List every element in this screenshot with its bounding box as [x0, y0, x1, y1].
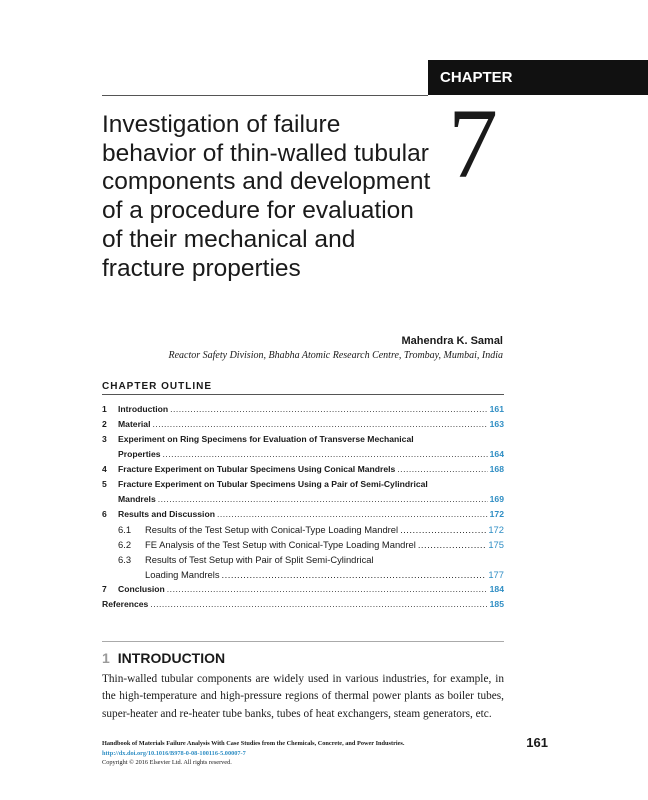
section-body-text: Thin-walled tubular components are widely used in various industries, for example, in the high-temperature and high-pressure regions of thermal power plants as boiler tubes, super-heater and re-heater tube banks, tubes of heat exchangers, steam generators, etc. [102, 673, 504, 720]
toc-entry-material[interactable] [102, 417, 504, 432]
toc-entry-number: 4 [102, 464, 107, 474]
footer-doi-link[interactable]: http://dx.doi.org/10.1016/B978-0-08-100116-5.00007-7 [102, 750, 246, 757]
toc-entry-page[interactable]: 168 [489, 464, 504, 474]
toc-leader-dots [158, 492, 488, 507]
toc-entry-page[interactable]: 177 [488, 569, 504, 580]
toc-entry-title-cont: Loading Mandrels [145, 569, 220, 580]
toc-leader-dots [167, 582, 488, 597]
toc-entry-page[interactable]: 163 [489, 419, 504, 429]
section-rule [102, 641, 504, 642]
toc-entry-title: FE Analysis of the Test Setup with Conical-Type Loading Mandrel [145, 539, 416, 550]
toc-entry-number: 3 [102, 434, 107, 444]
toc-entry-number: 6.2 [118, 539, 132, 550]
toc-entry-page[interactable]: 175 [488, 539, 504, 550]
toc-entry-page[interactable]: 161 [489, 404, 504, 414]
toc-leader-dots [217, 507, 488, 522]
toc-entry-page[interactable]: 164 [489, 449, 504, 459]
author-affiliation: Reactor Safety Division, Bhabha Atomic Research Centre, Trombay, Mumbai, India [168, 350, 503, 361]
toc-entry-semi-cylindrical-cont[interactable] [102, 492, 504, 507]
author-name: Mahendra K. Samal [401, 335, 503, 347]
section-number: 1 [102, 650, 110, 666]
toc-entry-number: 2 [102, 419, 107, 429]
toc-entry-number: 5 [102, 479, 107, 489]
toc-leader-dots [397, 462, 487, 477]
toc-entry-conclusion[interactable] [102, 582, 504, 597]
toc-entry-title: References [102, 599, 149, 609]
toc-entry-semi-cylindrical[interactable] [102, 477, 504, 492]
toc-entry-title: Conclusion [118, 584, 165, 594]
toc-leader-dots [400, 522, 486, 537]
toc-leader-dots [222, 567, 487, 582]
chapter-label: CHAPTER [440, 69, 513, 86]
toc-entry-page[interactable]: 172 [489, 509, 504, 519]
toc-entry-introduction[interactable] [102, 402, 504, 417]
toc-entry-number: 6.3 [118, 554, 132, 565]
toc-entry-number: 6 [102, 509, 107, 519]
toc-entry-title: Introduction [118, 404, 169, 414]
page-number: 161 [526, 735, 548, 750]
toc-leader-dots [170, 402, 488, 417]
toc-entry-number: 1 [102, 404, 107, 414]
chapter-number: 7 [448, 88, 498, 199]
toc-entry-title: Fracture Experiment on Tubular Specimens Using a Pair of Semi-Cylindrical [118, 479, 428, 489]
toc-entry-number: 6.1 [118, 524, 132, 535]
toc-entry-results[interactable] [102, 507, 504, 522]
footer-copyright: Copyright © 2016 Elsevier Ltd. All rights reserved. [102, 759, 232, 766]
toc-entry-number: 7 [102, 584, 107, 594]
toc-subentry-6-3-cont[interactable] [102, 567, 504, 582]
toc-entry-page[interactable]: 172 [488, 524, 504, 535]
toc-subentry-6-3[interactable] [102, 552, 504, 567]
toc-entry-title: Results and Discussion [118, 509, 215, 519]
toc-leader-dots [418, 537, 487, 552]
footer-book-title: Handbook of Materials Failure Analysis With Case Studies from the Chemicals, Concrete, and Power Industries. [102, 740, 405, 747]
outline-rule [102, 394, 504, 395]
toc-leader-dots [152, 417, 487, 432]
toc-entry-title: Fracture Experiment on Tubular Specimens Using Conical Mandrels [118, 464, 396, 474]
outline-heading: CHAPTER OUTLINE [102, 381, 212, 392]
toc-entry-title: Results of Test Setup with Pair of Split Semi-Cylindrical [145, 554, 374, 565]
toc-entry-page[interactable]: 184 [489, 584, 504, 594]
table-of-contents [102, 402, 504, 612]
toc-entry-conical-mandrels[interactable] [102, 462, 504, 477]
header-rule [102, 95, 428, 96]
toc-entry-ring-specimens-cont[interactable] [102, 447, 504, 462]
toc-entry-title-cont: Mandrels [118, 494, 156, 504]
chapter-title: Investigation of failure behavior of thin-walled tubular components and development of a procedure for evaluation of their mechanical and fracture properties [102, 111, 431, 282]
toc-entry-page[interactable]: 185 [489, 599, 504, 609]
toc-entry-title: Material [118, 419, 151, 429]
toc-entry-title: Experiment on Ring Specimens for Evaluation of Transverse Mechanical [118, 434, 414, 444]
toc-entry-references[interactable] [102, 597, 504, 612]
toc-entry-page[interactable]: 169 [489, 494, 504, 504]
toc-leader-dots [163, 447, 488, 462]
section-heading [102, 649, 225, 667]
toc-entry-title: Results of the Test Setup with Conical-Type Loading Mandrel [145, 524, 399, 535]
toc-subentry-6-2[interactable] [102, 537, 504, 552]
section-title: INTRODUCTION [117, 650, 226, 666]
toc-entry-ring-specimens[interactable] [102, 432, 504, 447]
toc-leader-dots [150, 597, 487, 612]
toc-entry-title-cont: Properties [118, 449, 161, 459]
toc-subentry-6-1[interactable] [102, 522, 504, 537]
